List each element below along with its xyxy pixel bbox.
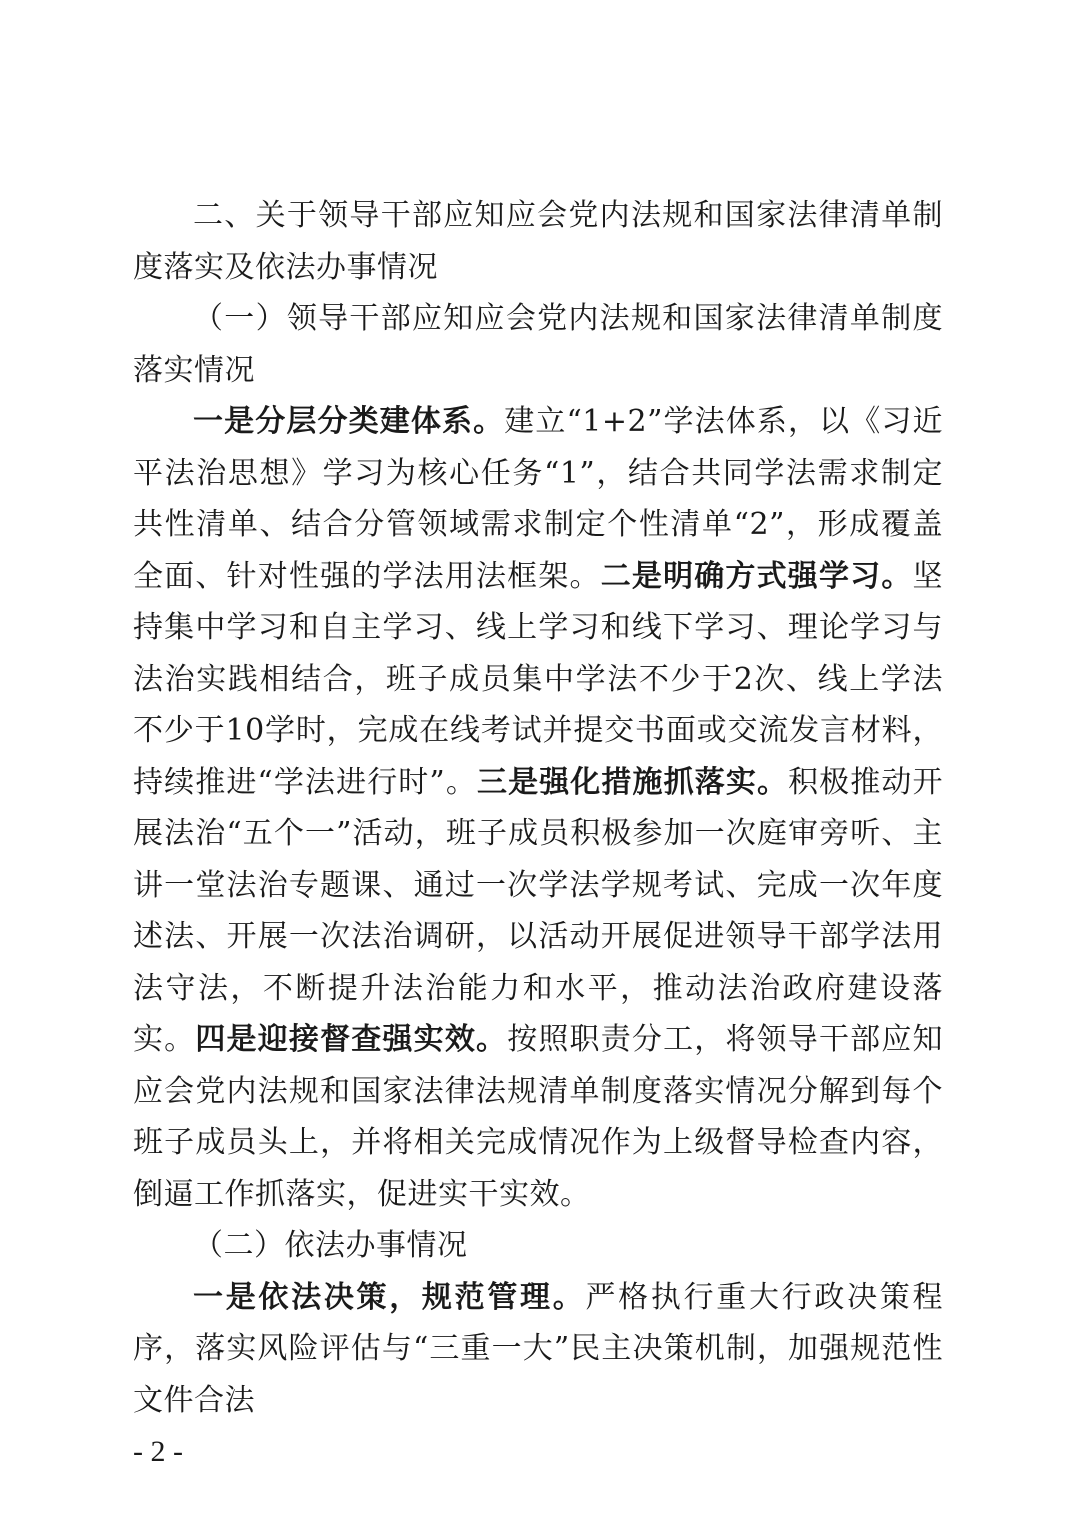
subsection-1-title: （一）领导干部应知应会党内法规和国家法律清单制度落实情况 <box>133 301 943 388</box>
paragraph-2-lead-1: 一是依法决策，规范管理。 <box>193 1279 586 1315</box>
paragraph-2 <box>133 1272 943 1427</box>
page-number: - 2 - <box>133 1435 183 1468</box>
subsection-2-title: （二）依法办事情况 <box>193 1228 468 1263</box>
paragraph-1-lead-2: 二是明确方式强学习。 <box>600 558 913 594</box>
paragraph-1-text-1: 建立“1+2”学法体系，以《习近平法治思想》学习为核心任务“1”，结合共同学法需求制定共性清单、结合分管领域需求制定个性清单“2”，形成覆盖全面、针对性强的学法用法框架。 <box>133 404 944 594</box>
paragraph-1-lead-4: 四是迎接督查强实效。 <box>195 1022 508 1057</box>
section-title: 二、关于领导干部应知应会党内法规和国家法律清单制度落实及依法办事情况 <box>133 198 943 285</box>
paragraph-1 <box>133 396 943 1220</box>
document-body <box>133 190 943 1426</box>
paragraph-1-lead-3: 三是强化措施抓落实。 <box>476 764 789 800</box>
paragraph-1-text-2: 坚持集中学习和自主学习、线上学习和线下学习、理论学习与法治实践相结合，班子成员集中学法不少于2次、线上学法不少于10学时，完成在线考试并提交书面或交流发言材料，持续推进“学法进行时”。 <box>133 558 944 800</box>
paragraph-2-text-1: 严格执行重大行政决策程序，落实风险评估与“三重一大”民主决策机制，加强规范性文件合法 <box>133 1279 944 1418</box>
paragraph-1-text-4: 按照职责分工，将领导干部应知应会党内法规和国家法律法规清单制度落实情况分解到每个班子成员头上，并将相关完成情况作为上级督导检查内容，倒逼工作抓落实，促进实干实效。 <box>133 1022 944 1212</box>
paragraph-1-lead-1: 一是分层分类建体系。 <box>193 404 505 439</box>
paragraph-1-text-3: 积极推动开展法治“五个一”活动，班子成员积极参加一次庭审旁听、主讲一堂法治专题课、通过一次学法学规考试、完成一次年度述法、开展一次法治调研，以活动开展促进领导干部学法用法守法，不断提升法治能力和水平，推动法治政府建设落实。 <box>133 764 944 1057</box>
